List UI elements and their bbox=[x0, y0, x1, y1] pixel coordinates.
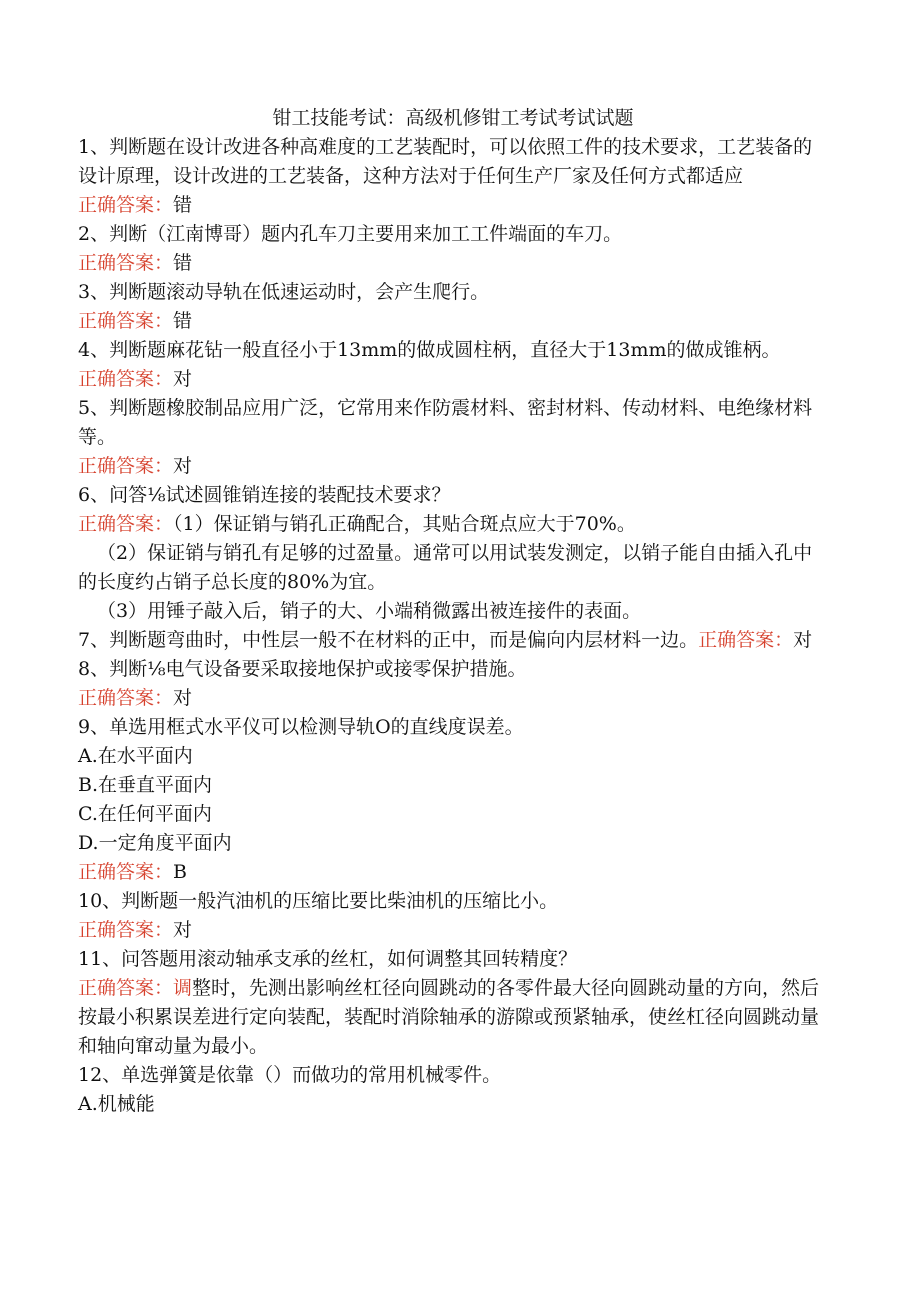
answer-label: 正确答案： bbox=[78, 194, 174, 216]
question-4: 4、判断题麻花钻一般直径小于13mm的做成圆柱柄，直径大于13mm的做成锥柄。 bbox=[78, 339, 781, 361]
answer-label: 正确答案： bbox=[78, 368, 174, 390]
question-1: 1、判断题在设计改进各种高难度的工艺装配时，可以依照工件的技术要求，工艺装备的设计原理，设计改进的工艺装备，这种方法对于任何生产厂家及任何方式都适应 bbox=[78, 136, 813, 187]
answer-label: 正确答案： bbox=[78, 455, 174, 477]
question-6: 6、问答⅛试述圆锥销连接的装配技术要求？ bbox=[78, 484, 451, 506]
answer-label-part-a: 正确 bbox=[698, 629, 737, 651]
document-page bbox=[78, 104, 828, 1119]
answer-value: 对 bbox=[793, 629, 813, 651]
answer-label: 正确答案： bbox=[78, 310, 174, 332]
answer-label: 正确答案： bbox=[78, 861, 174, 883]
answer-6-part-3: （3）用锤子敲入后，销子的大、小端稍微露出被连接件的表面。 bbox=[97, 600, 642, 622]
answer-11 bbox=[78, 974, 828, 1061]
answer-label: 正确答案： bbox=[78, 687, 174, 709]
option-a: A.在水平面内 bbox=[78, 745, 193, 767]
question-9: 9、单选用框式水平仪可以检测导轨O的直线度误差。 bbox=[78, 716, 524, 738]
answer-value: 对 bbox=[173, 455, 193, 477]
answer-value: （1）保证销与销孔正确配合，其贴合斑点应大于70%。 bbox=[173, 513, 636, 535]
answer-value: 对 bbox=[173, 687, 193, 709]
answer-label: 正确答案： bbox=[78, 977, 174, 999]
answer-8 bbox=[78, 684, 828, 713]
question-8: 8、判断⅛电气设备要采取接地保护或接零保护措施。 bbox=[78, 658, 527, 680]
answer-value: 整时，先测出影响丝杠径向圆跳动的各零件最大径向圆跳动量的方向，然后按最小积累误差进行定向装配，装配时消除轴承的游隙或预紧轴承，使丝杠径向圆跳动量和轴向窜动量为最小。 bbox=[78, 977, 820, 1057]
option-d: D.一定角度平面内 bbox=[78, 832, 232, 854]
option-a: A.机械能 bbox=[78, 1093, 155, 1115]
answer-label-part-b: 答案： bbox=[736, 629, 794, 651]
question-7-text: 7、判断题弯曲时，中性层一般不在材料的正中，而是偏向内层材料一边。 bbox=[78, 629, 699, 651]
question-3: 3、判断题滚动导轨在低速运动时，会产生爬行。 bbox=[78, 281, 490, 303]
answer-2 bbox=[78, 249, 828, 278]
answer-label: 正确答案： bbox=[78, 919, 174, 941]
question-10: 10、判断题一般汽油机的压缩比要比柴油机的压缩比小。 bbox=[78, 890, 559, 912]
answer-6 bbox=[78, 510, 828, 539]
question-5: 5、判断题橡胶制品应用广泛，它常用来作防震材料、密封材料、传动材料、电绝缘材料等。 bbox=[78, 397, 813, 448]
answer-red-char: 调 bbox=[173, 977, 193, 999]
answer-5 bbox=[78, 452, 828, 481]
answer-10 bbox=[78, 916, 828, 945]
answer-4 bbox=[78, 365, 828, 394]
answer-label: 正确答案： bbox=[78, 513, 174, 535]
answer-6-part-2: （2）保证销与销孔有足够的过盈量。通常可以用试装发测定，以销子能自由插入孔中的长度约占销子总长度的80%为宜。 bbox=[78, 542, 813, 593]
document-title: 钳工技能考试：高级机修钳工考试考试试题 bbox=[272, 107, 634, 129]
option-c: C.在任何平面内 bbox=[78, 803, 212, 825]
answer-value: 错 bbox=[173, 252, 193, 274]
question-7 bbox=[78, 626, 828, 655]
question-12: 12、单选弹簧是依靠（）而做功的常用机械零件。 bbox=[78, 1064, 502, 1086]
answer-value: 对 bbox=[173, 368, 193, 390]
answer-value: 错 bbox=[173, 194, 193, 216]
answer-value: 错 bbox=[173, 310, 193, 332]
question-2: 2、判断（江南博哥）题内孔车刀主要用来加工工件端面的车刀。 bbox=[78, 223, 623, 245]
answer-label: 正确答案： bbox=[78, 252, 174, 274]
answer-value: 对 bbox=[173, 919, 193, 941]
answer-1 bbox=[78, 191, 828, 220]
answer-value: B bbox=[173, 861, 187, 883]
option-b: B.在垂直平面内 bbox=[78, 774, 213, 796]
answer-9 bbox=[78, 858, 828, 887]
question-11: 11、问答题用滚动轴承支承的丝杠，如何调整其回转精度？ bbox=[78, 948, 578, 970]
answer-3 bbox=[78, 307, 828, 336]
